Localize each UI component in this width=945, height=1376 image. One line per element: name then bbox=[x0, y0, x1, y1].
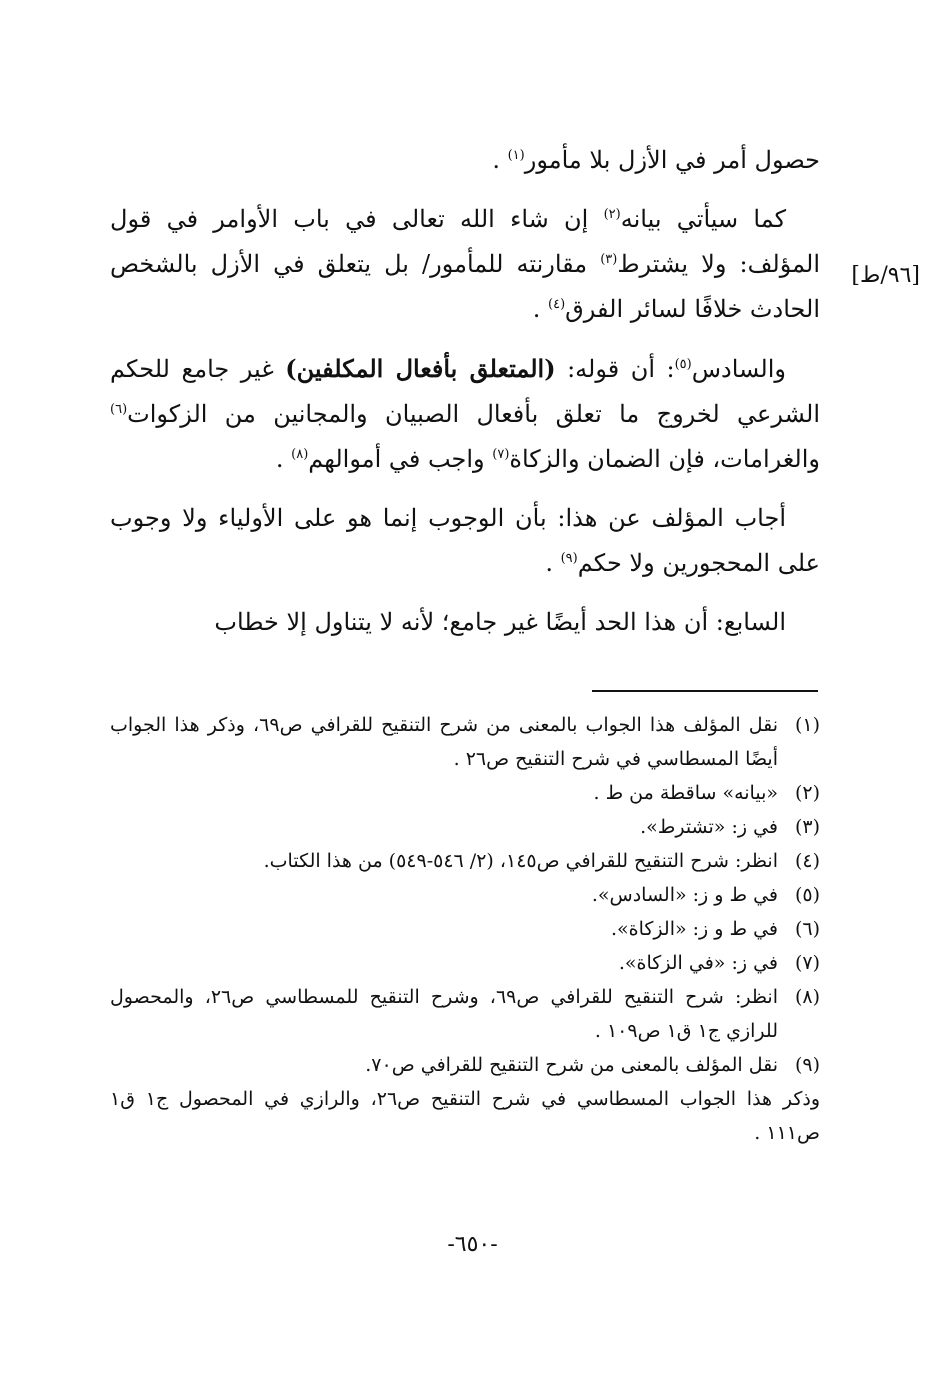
footnote bbox=[110, 810, 820, 844]
footnote-text: انظر: شرح التنقيح للقرافي ص٦٩، وشرح التنقيح للمسطاسي ص٢٦، والمحصول للرازي ج١ ق١ ص١٠٩ . bbox=[110, 986, 778, 1042]
footnote-continuation: وذكر هذا الجواب المسطاسي في شرح التنقيح ص٢٦، والرازي في المحصول ج١ ق١ ص١١١ . bbox=[110, 1088, 820, 1144]
text-run: والغرامات، فإن الضمان والزكاة bbox=[509, 445, 820, 473]
footnote bbox=[110, 946, 820, 980]
footnotes bbox=[110, 708, 820, 1150]
footnote-number: (٧) bbox=[794, 952, 820, 974]
quoted-term: (المتعلق بأفعال المكلفين) bbox=[285, 354, 556, 383]
footnote-text: نقل المؤلف هذا الجواب بالمعنى من شرح التنقيح للقرافي ص٦٩، وذكر هذا الجواب أيضًا المسطاسي في شرح التنقيح ص٢٦ . bbox=[110, 714, 778, 770]
footnote-marker: (٥) bbox=[674, 357, 692, 372]
text-run: . bbox=[532, 295, 549, 323]
text-run: . bbox=[275, 445, 292, 473]
text-run: : أن قوله: bbox=[555, 355, 675, 383]
footnote-separator bbox=[592, 690, 818, 692]
text-run: غير جامع للحكم الشرعي لخروج ما تعلق بأفعال الصبيان والمجانين من الزكوات bbox=[110, 355, 820, 428]
paragraph bbox=[110, 197, 820, 332]
footnote bbox=[110, 878, 820, 912]
footnote-number: (٤) bbox=[794, 850, 820, 872]
footnote-number: (٢) bbox=[794, 782, 820, 804]
footnote-text: في ز: «تشترط». bbox=[640, 816, 778, 838]
paragraph bbox=[110, 138, 820, 183]
footnote-number: (٨) bbox=[794, 986, 820, 1008]
footnote-marker: (٢) bbox=[603, 207, 621, 222]
footnote-number: (١) bbox=[794, 714, 820, 736]
text-run: والسادس bbox=[691, 355, 786, 383]
text-run: أجاب المؤلف عن هذا: بأن الوجوب إنما هو على الأولياء ولا وجوب على المحجورين ولا حكم bbox=[110, 504, 820, 577]
main-text bbox=[110, 138, 820, 659]
footnote-marker: (٩) bbox=[560, 551, 578, 566]
footnote-marker: (٤) bbox=[548, 297, 566, 312]
footnote bbox=[110, 708, 820, 776]
footnote-number: (٩) bbox=[794, 1054, 820, 1076]
footnote bbox=[110, 980, 820, 1048]
footnote-text: انظر: شرح التنقيح للقرافي ص١٤٥، (٢/ ٥٤٦-٥٤٩) من هذا الكتاب. bbox=[263, 850, 778, 872]
footnote bbox=[110, 912, 820, 946]
text-run: . bbox=[545, 549, 561, 577]
footnote-text: في ط و ز: «السادس». bbox=[591, 884, 778, 906]
footnote-marker: (١) bbox=[507, 148, 525, 163]
footnote-text: «بيانه» ساقطة من ط . bbox=[593, 782, 778, 804]
footnote-marker: (٦) bbox=[110, 402, 128, 417]
paragraph bbox=[110, 600, 820, 645]
paragraph bbox=[110, 346, 820, 482]
footnote-marker: (٧) bbox=[492, 447, 510, 462]
page-number: -٦٥٠- bbox=[447, 1232, 498, 1257]
footnote-marker: (٨) bbox=[291, 447, 309, 462]
footnote-number: (٦) bbox=[794, 918, 820, 940]
footnote-text: في ز: «في الزكاة». bbox=[618, 952, 778, 974]
footnote-marker: (٣) bbox=[600, 252, 618, 267]
footnote-text: في ط و ز: «الزكاة». bbox=[610, 918, 778, 940]
footnote bbox=[110, 844, 820, 878]
footnote bbox=[110, 1048, 820, 1082]
text-run: مقارنته للمأمور/ بل يتعلق في الأزل بالشخص الحادث خلافًا لسائر الفرق bbox=[110, 250, 820, 323]
text-run: حصول أمر في الأزل بلا مأمور bbox=[524, 146, 820, 174]
text-run: واجب في أموالهم bbox=[308, 445, 493, 473]
text-run: إن شاء الله تعالى في باب الأوامر في قول المؤلف: ولا يشترط bbox=[110, 205, 820, 278]
footnote-number: (٥) bbox=[794, 884, 820, 906]
paragraph bbox=[110, 496, 820, 586]
text-run: . bbox=[492, 146, 508, 174]
text-run: كما سيأتي بيانه bbox=[620, 205, 786, 233]
footnote-number: (٣) bbox=[794, 816, 820, 838]
text-run: السابع: أن هذا الحد أيضًا غير جامع؛ لأنه لا يتناول إلا خطاب bbox=[214, 608, 786, 636]
footnote bbox=[110, 776, 820, 810]
margin-reference: [٩٦/ط] bbox=[851, 263, 920, 288]
footnote-text: نقل المؤلف بالمعنى من شرح التنقيح للقرافي ص٧٠. bbox=[365, 1054, 778, 1076]
